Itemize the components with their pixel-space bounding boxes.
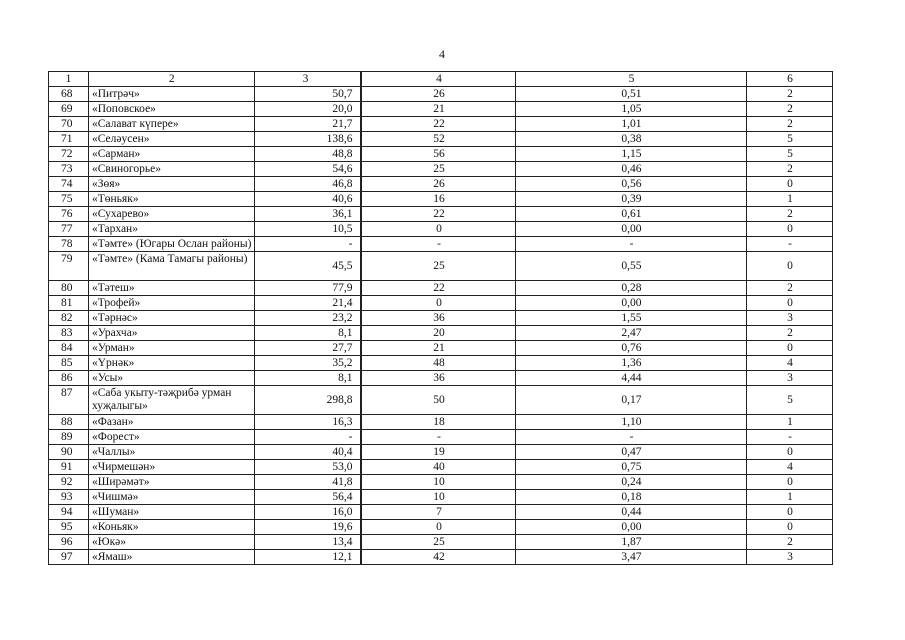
row-number-cell: 96 (49, 535, 89, 550)
table-row (49, 386, 833, 415)
value-col5-cell: 0,24 (516, 475, 747, 490)
value-col6-cell: 0 (747, 222, 833, 237)
value-col4-cell: 22 (362, 281, 516, 296)
value-col3-cell: 21,4 (255, 296, 361, 311)
row-number-cell: 83 (49, 326, 89, 341)
value-col5-cell: 0,00 (516, 222, 747, 237)
header-cell-2: 2 (89, 72, 255, 87)
value-col4-cell: 50 (362, 386, 516, 415)
value-col5-cell: 1,87 (516, 535, 747, 550)
table-row (49, 147, 833, 162)
name-cell: «Чирмешән» (89, 460, 255, 475)
value-col4-cell: 7 (362, 505, 516, 520)
value-col5-cell: 0,18 (516, 490, 747, 505)
row-number-cell: 75 (49, 192, 89, 207)
value-col4-cell: 18 (362, 415, 516, 430)
name-cell: «Чаллы» (89, 445, 255, 460)
value-col5-cell: 0,17 (516, 386, 747, 415)
row-number-cell: 76 (49, 207, 89, 222)
name-cell: «Үрнәк» (89, 356, 255, 371)
name-cell: «Төньяк» (89, 192, 255, 207)
value-col3-cell: 77,9 (255, 281, 361, 296)
table-row (49, 430, 833, 445)
row-number-cell: 68 (49, 87, 89, 102)
name-cell: «Урахча» (89, 326, 255, 341)
value-col5-cell: 0,00 (516, 296, 747, 311)
value-col4-cell: 25 (362, 535, 516, 550)
table-row (49, 177, 833, 192)
value-col6-cell: 2 (747, 162, 833, 177)
value-col6-cell: 0 (747, 341, 833, 356)
value-col5-cell: 0,47 (516, 445, 747, 460)
header-cell-3: 3 (255, 72, 361, 87)
value-col5-cell: 0,44 (516, 505, 747, 520)
value-col6-cell: 4 (747, 460, 833, 475)
value-col4-cell: 0 (362, 520, 516, 535)
value-col4-cell: 36 (362, 311, 516, 326)
value-col3-cell: 41,8 (255, 475, 361, 490)
value-col3-cell: 138,6 (255, 132, 361, 147)
value-col3-cell: 56,4 (255, 490, 361, 505)
row-number-cell: 70 (49, 117, 89, 132)
value-col3-cell: 46,8 (255, 177, 361, 192)
row-number-cell: 71 (49, 132, 89, 147)
name-cell: «Чишмә» (89, 490, 255, 505)
value-col5-cell: 0,38 (516, 132, 747, 147)
value-col5-cell: 0,55 (516, 252, 747, 281)
name-cell: «Селәусен» (89, 132, 255, 147)
value-col5-cell: 1,01 (516, 117, 747, 132)
value-col6-cell: 2 (747, 102, 833, 117)
value-col6-cell: 3 (747, 311, 833, 326)
value-col3-cell: 16,3 (255, 415, 361, 430)
table-row (49, 117, 833, 132)
row-number-cell: 95 (49, 520, 89, 535)
name-cell: «Тәмте» (Югары Ослан районы) (89, 237, 255, 252)
row-number-cell: 69 (49, 102, 89, 117)
value-col5-cell: 2,47 (516, 326, 747, 341)
value-col3-cell: 20,0 (255, 102, 361, 117)
table-row (49, 162, 833, 177)
value-col4-cell: 22 (362, 207, 516, 222)
table-row (49, 520, 833, 535)
value-col4-cell: 52 (362, 132, 516, 147)
value-col6-cell: 0 (747, 252, 833, 281)
value-col4-cell: 0 (362, 296, 516, 311)
data-table (48, 71, 833, 565)
table-row (49, 505, 833, 520)
value-col4-cell: 42 (362, 550, 516, 565)
value-col6-cell: 0 (747, 177, 833, 192)
value-col5-cell: 0,75 (516, 460, 747, 475)
value-col6-cell: 1 (747, 192, 833, 207)
table-header-row (49, 72, 833, 87)
value-col5-cell: 1,15 (516, 147, 747, 162)
value-col4-cell: 25 (362, 162, 516, 177)
row-number-cell: 87 (49, 386, 89, 415)
value-col4-cell: 25 (362, 252, 516, 281)
table-body (49, 72, 833, 565)
name-cell: «Тәмте» (Кама Тамагы районы) (89, 252, 255, 281)
value-col5-cell: 0,00 (516, 520, 747, 535)
value-col3-cell: 50,7 (255, 87, 361, 102)
value-col6-cell: 2 (747, 117, 833, 132)
value-col3-cell: 36,1 (255, 207, 361, 222)
row-number-cell: 72 (49, 147, 89, 162)
row-number-cell: 82 (49, 311, 89, 326)
value-col5-cell: - (516, 237, 747, 252)
value-col6-cell: 1 (747, 415, 833, 430)
header-cell-5: 5 (516, 72, 747, 87)
value-col6-cell: 2 (747, 87, 833, 102)
value-col6-cell: 5 (747, 132, 833, 147)
value-col6-cell: 2 (747, 281, 833, 296)
value-col5-cell: 3,47 (516, 550, 747, 565)
row-number-cell: 93 (49, 490, 89, 505)
name-cell: «Питрәч» (89, 87, 255, 102)
name-cell: «Урман» (89, 341, 255, 356)
table-row (49, 490, 833, 505)
name-cell: «Трофей» (89, 296, 255, 311)
value-col3-cell: 8,1 (255, 371, 361, 386)
value-col4-cell: 0 (362, 222, 516, 237)
row-number-cell: 91 (49, 460, 89, 475)
value-col3-cell: 54,6 (255, 162, 361, 177)
row-number-cell: 94 (49, 505, 89, 520)
row-number-cell: 78 (49, 237, 89, 252)
table-row (49, 356, 833, 371)
row-number-cell: 92 (49, 475, 89, 490)
value-col5-cell: 1,55 (516, 311, 747, 326)
value-col4-cell: 19 (362, 445, 516, 460)
table-row (49, 237, 833, 252)
value-col5-cell: 0,28 (516, 281, 747, 296)
value-col6-cell: 0 (747, 445, 833, 460)
value-col3-cell: 53,0 (255, 460, 361, 475)
value-col4-cell: 21 (362, 102, 516, 117)
name-cell: «Тархан» (89, 222, 255, 237)
table-row (49, 311, 833, 326)
value-col4-cell: 10 (362, 475, 516, 490)
table-row (49, 252, 833, 281)
value-col3-cell: 27,7 (255, 341, 361, 356)
value-col6-cell: 1 (747, 490, 833, 505)
value-col3-cell: 21,7 (255, 117, 361, 132)
value-col5-cell: 0,61 (516, 207, 747, 222)
value-col4-cell: 10 (362, 490, 516, 505)
table-row (49, 535, 833, 550)
value-col6-cell: 0 (747, 475, 833, 490)
value-col3-cell: 19,6 (255, 520, 361, 535)
value-col5-cell: 0,39 (516, 192, 747, 207)
row-number-cell: 90 (49, 445, 89, 460)
value-col3-cell: 45,5 (255, 252, 361, 281)
table-row (49, 475, 833, 490)
name-cell: «Сухарево» (89, 207, 255, 222)
value-col4-cell: 26 (362, 87, 516, 102)
value-col4-cell: - (362, 430, 516, 445)
name-cell: «Форест» (89, 430, 255, 445)
value-col6-cell: 0 (747, 505, 833, 520)
value-col6-cell: 4 (747, 356, 833, 371)
row-number-cell: 86 (49, 371, 89, 386)
table-row (49, 460, 833, 475)
header-cell-6: 6 (747, 72, 833, 87)
value-col6-cell: 2 (747, 535, 833, 550)
name-cell: «Фазан» (89, 415, 255, 430)
name-cell: «Свиногорье» (89, 162, 255, 177)
name-cell: «Юкә» (89, 535, 255, 550)
value-col6-cell: - (747, 237, 833, 252)
row-number-cell: 74 (49, 177, 89, 192)
value-col3-cell: 23,2 (255, 311, 361, 326)
table-row (49, 87, 833, 102)
value-col4-cell: 21 (362, 341, 516, 356)
name-cell: «Тәрнәс» (89, 311, 255, 326)
value-col6-cell: 0 (747, 520, 833, 535)
value-col3-cell: 16,0 (255, 505, 361, 520)
name-cell: «Поповское» (89, 102, 255, 117)
name-cell: «Тәтеш» (89, 281, 255, 296)
table-row (49, 341, 833, 356)
name-cell: «Салават күпере» (89, 117, 255, 132)
value-col3-cell: - (255, 430, 361, 445)
value-col5-cell: 1,36 (516, 356, 747, 371)
value-col4-cell: 22 (362, 117, 516, 132)
value-col6-cell: 3 (747, 371, 833, 386)
table-row (49, 296, 833, 311)
value-col4-cell: 36 (362, 371, 516, 386)
table-row (49, 326, 833, 341)
value-col4-cell: 16 (362, 192, 516, 207)
row-number-cell: 73 (49, 162, 89, 177)
table-row (49, 281, 833, 296)
value-col3-cell: 298,8 (255, 386, 361, 415)
name-cell: «Усы» (89, 371, 255, 386)
value-col6-cell: 2 (747, 326, 833, 341)
value-col3-cell: 13,4 (255, 535, 361, 550)
name-cell: «Зөя» (89, 177, 255, 192)
value-col5-cell: 0,51 (516, 87, 747, 102)
value-col4-cell: - (362, 237, 516, 252)
table-row (49, 207, 833, 222)
value-col6-cell: 2 (747, 207, 833, 222)
value-col6-cell: 3 (747, 550, 833, 565)
page-number: 4 (439, 47, 445, 61)
value-col3-cell: - (255, 237, 361, 252)
value-col3-cell: 35,2 (255, 356, 361, 371)
value-col4-cell: 56 (362, 147, 516, 162)
value-col3-cell: 12,1 (255, 550, 361, 565)
value-col6-cell: 5 (747, 147, 833, 162)
table-row (49, 550, 833, 565)
value-col5-cell: 0,46 (516, 162, 747, 177)
table-row (49, 222, 833, 237)
value-col4-cell: 40 (362, 460, 516, 475)
value-col5-cell: 1,05 (516, 102, 747, 117)
row-number-cell: 97 (49, 550, 89, 565)
row-number-cell: 88 (49, 415, 89, 430)
value-col5-cell: 1,10 (516, 415, 747, 430)
row-number-cell: 89 (49, 430, 89, 445)
table-row (49, 371, 833, 386)
name-cell: «Саба укыту-тәҗрибә урман хуҗалыгы» (89, 386, 255, 415)
table-row (49, 132, 833, 147)
table-row (49, 102, 833, 117)
value-col3-cell: 48,8 (255, 147, 361, 162)
header-cell-4: 4 (362, 72, 516, 87)
value-col3-cell: 8,1 (255, 326, 361, 341)
name-cell: «Ширәмәт» (89, 475, 255, 490)
row-number-cell: 81 (49, 296, 89, 311)
row-number-cell: 77 (49, 222, 89, 237)
value-col4-cell: 48 (362, 356, 516, 371)
table-row (49, 192, 833, 207)
value-col3-cell: 40,4 (255, 445, 361, 460)
row-number-cell: 85 (49, 356, 89, 371)
name-cell: «Сарман» (89, 147, 255, 162)
value-col4-cell: 20 (362, 326, 516, 341)
name-cell: «Шуман» (89, 505, 255, 520)
name-cell: «Коньяк» (89, 520, 255, 535)
value-col3-cell: 10,5 (255, 222, 361, 237)
value-col6-cell: 0 (747, 296, 833, 311)
value-col3-cell: 40,6 (255, 192, 361, 207)
value-col5-cell: - (516, 430, 747, 445)
name-cell: «Ямаш» (89, 550, 255, 565)
row-number-cell: 79 (49, 252, 89, 281)
row-number-cell: 84 (49, 341, 89, 356)
value-col4-cell: 26 (362, 177, 516, 192)
value-col5-cell: 0,76 (516, 341, 747, 356)
table-row (49, 445, 833, 460)
row-number-cell: 80 (49, 281, 89, 296)
table-row (49, 415, 833, 430)
value-col6-cell: 5 (747, 386, 833, 415)
value-col5-cell: 0,56 (516, 177, 747, 192)
value-col5-cell: 4,44 (516, 371, 747, 386)
header-cell-1: 1 (49, 72, 89, 87)
value-col6-cell: - (747, 430, 833, 445)
